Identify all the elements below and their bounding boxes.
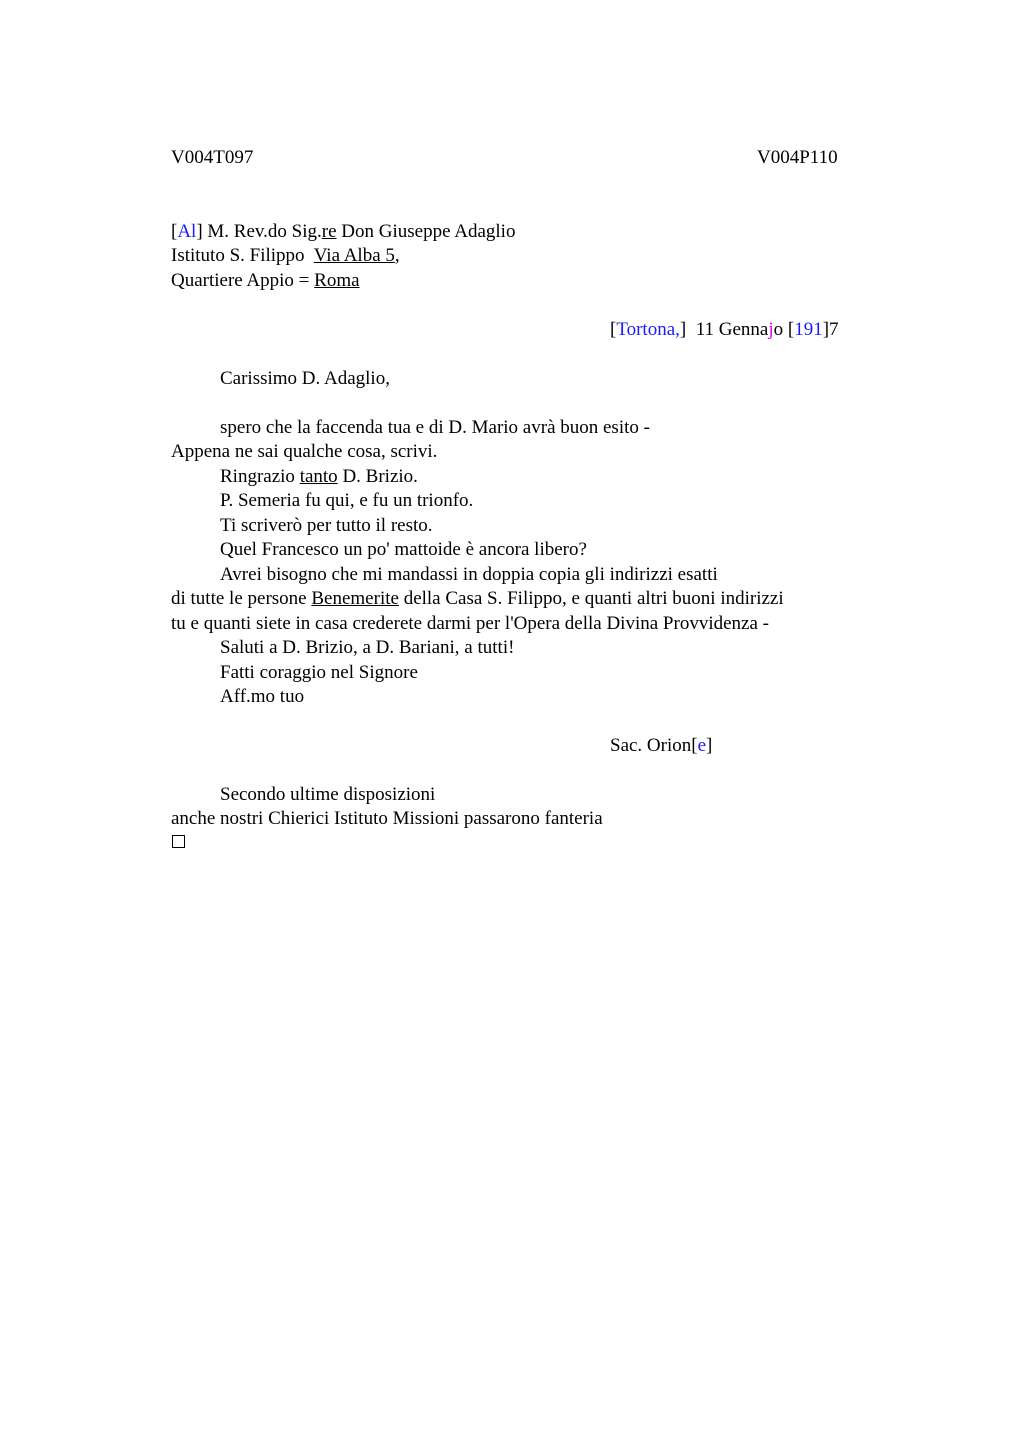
body-line: Ringrazio tanto D. Brizio. [220, 466, 418, 487]
postscript-line: anche nostri Chierici Istituto Missioni passarono fanteria [171, 808, 603, 829]
body-line: Avrei bisogno che mi mandassi in doppia copia gli indirizzi esatti [220, 564, 718, 585]
empty-box-icon [172, 835, 185, 848]
body-line: Appena ne sai qualche cosa, scrivi. [171, 441, 438, 462]
page-code-right: V004P110 [757, 147, 838, 168]
body-line: spero che la faccenda tua e di D. Mario avrà buon esito - [220, 417, 650, 438]
salutation: Carissimo D. Adaglio, [220, 368, 390, 389]
body-line: Ti scriverò per tutto il resto. [220, 515, 433, 536]
body-line: di tutte le persone Benemerite della Casa S. Filippo, e quanti altri buoni indirizzi [171, 588, 784, 609]
postscript-line: Secondo ultime disposizioni [220, 784, 436, 805]
address-line-1: [Al] M. Rev.do Sig.re Don Giuseppe Adaglio [171, 221, 516, 242]
body-line: P. Semeria fu qui, e fu un trionfo. [220, 490, 474, 511]
body-line: Fatti coraggio nel Signore [220, 662, 418, 683]
closing: Aff.mo tuo [220, 686, 305, 707]
address-line-3: Quartiere Appio = Roma [171, 270, 360, 291]
signature: Sac. Orion[e] [610, 735, 713, 756]
body-line: Saluti a D. Brizio, a D. Bariani, a tutti! [220, 637, 515, 658]
document-code-left: V004T097 [171, 147, 254, 168]
letter-date: [Tortona,] 11 Gennajo [191]7 [610, 319, 839, 340]
body-line: Quel Francesco un po' mattoide è ancora libero? [220, 539, 587, 560]
address-line-2: Istituto S. Filippo Via Alba 5, [171, 245, 400, 266]
body-line: tu e quanti siete in casa crederete darmi per l'Opera della Divina Provvidenza - [171, 613, 769, 634]
